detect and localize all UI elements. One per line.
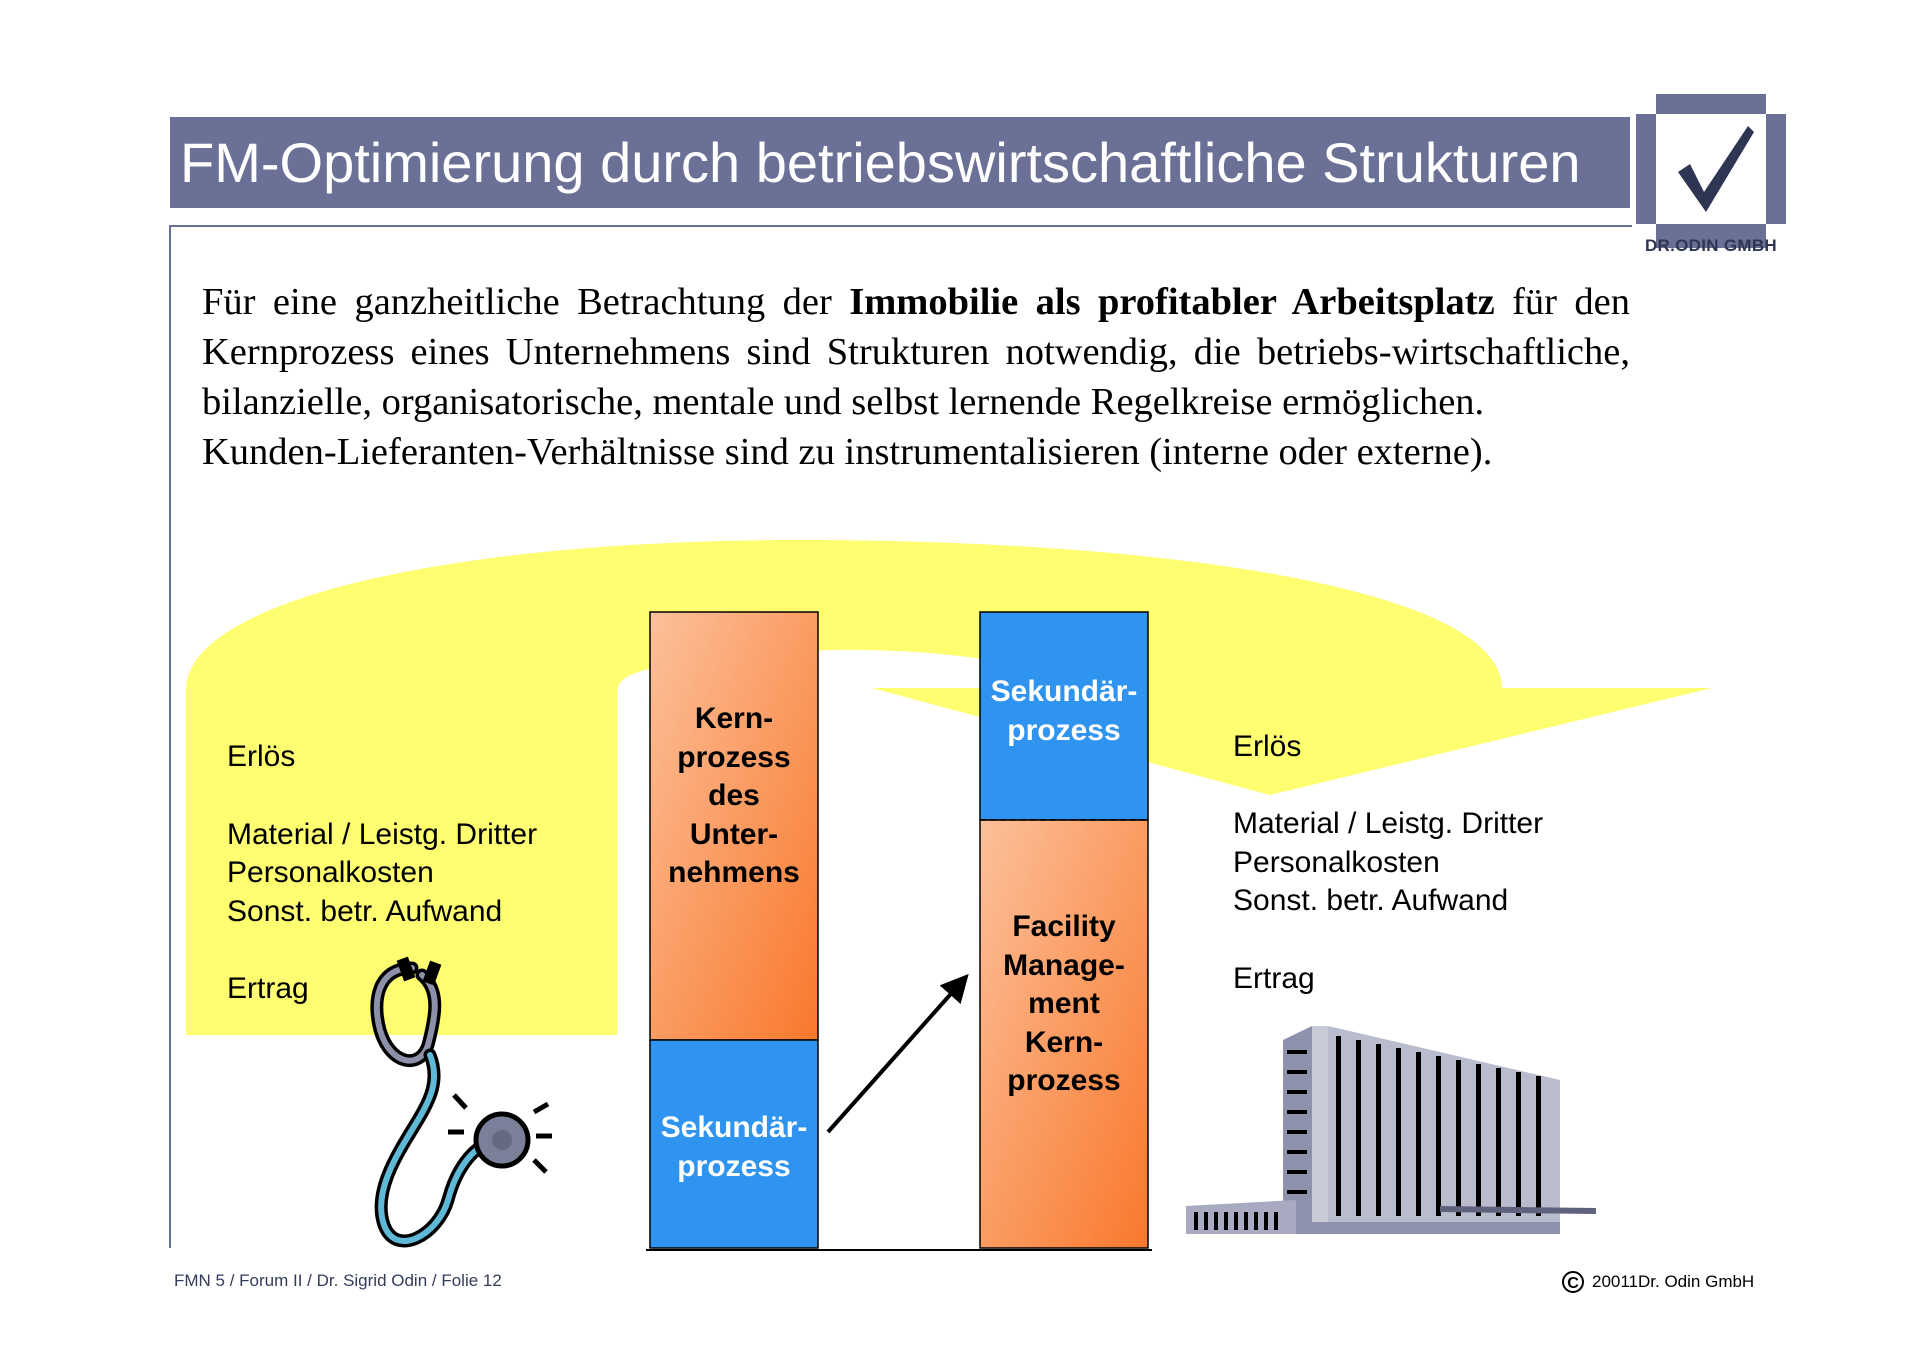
left-material: Material / Leistg. Dritter (227, 818, 538, 851)
intro-part2: für den Kernprozess eines Unternehmens sind Strukturen notwendig, die betriebs-wirtschaftliche, bilanzielle, organisatorische, mentale und selbst lernende Regelkreise ermöglichen. (202, 281, 1630, 423)
core-process-line: Kern- (694, 702, 774, 735)
diagonal-arrow-icon (828, 978, 965, 1132)
right-revenue: Erlös (1233, 730, 1302, 763)
secondary-process-label-right (980, 673, 1148, 750)
core-process-line: des (708, 779, 760, 812)
left-yield: Ertrag (227, 972, 309, 1005)
intro-line2: Kunden-Lieferanten-Verhältnisse sind zu instrumentalisieren (interne oder externe). (202, 431, 1493, 473)
copyright-icon: C (1562, 1271, 1584, 1293)
fm-core-process-line: prozess (1007, 1064, 1121, 1097)
intro-part1: Für eine ganzheitliche Betrachtung der (202, 281, 850, 323)
left-revenue: Erlös (227, 740, 296, 773)
secondary-process-line: prozess (677, 1149, 791, 1183)
secondary-process-line: Sekundär- (660, 1111, 808, 1144)
right-personnel: Personalkosten (1233, 846, 1440, 879)
right-other-expenses: Sonst. betr. Aufwand (1233, 884, 1509, 917)
fm-core-process-line: ment (1028, 987, 1100, 1020)
right-material: Material / Leistg. Dritter (1233, 807, 1544, 840)
logo-caption: DR.ODIN GMBH (1644, 236, 1778, 255)
fm-core-process-line: Manage- (1003, 948, 1125, 982)
fm-core-process-label (980, 908, 1148, 1101)
left-personnel: Personalkosten (227, 856, 434, 889)
flow-band-arrow (186, 540, 1712, 1035)
left-other-expenses: Sonst. betr. Aufwand (227, 895, 503, 928)
right-yield: Ertrag (1233, 962, 1315, 995)
secondary-process-line: Sekundär- (990, 675, 1138, 708)
fm-core-process-line: Facility (1012, 910, 1116, 943)
intro-bold: Immobilie als profitabler Arbeitsplatz (849, 281, 1495, 323)
core-process-line: nehmens (668, 856, 800, 889)
core-process-label (650, 700, 818, 893)
fm-core-process-line: Kern- (1024, 1025, 1104, 1059)
footer-slide-info: FMN 5 / Forum II / Dr. Sigrid Odin / Folie 12 (174, 1271, 502, 1290)
copyright-text: 20011Dr. Odin GmbH (1592, 1272, 1755, 1291)
core-process-line: Unter- (689, 817, 779, 851)
footer-copyright (1562, 1271, 1754, 1293)
secondary-process-line: prozess (1007, 713, 1121, 747)
page-title: FM-Optimierung durch betriebswirtschaftliche Strukturen (180, 131, 1581, 194)
secondary-process-label-left (650, 1109, 818, 1186)
core-process-line: prozess (677, 740, 791, 774)
office-building-icon (1186, 1026, 1596, 1234)
